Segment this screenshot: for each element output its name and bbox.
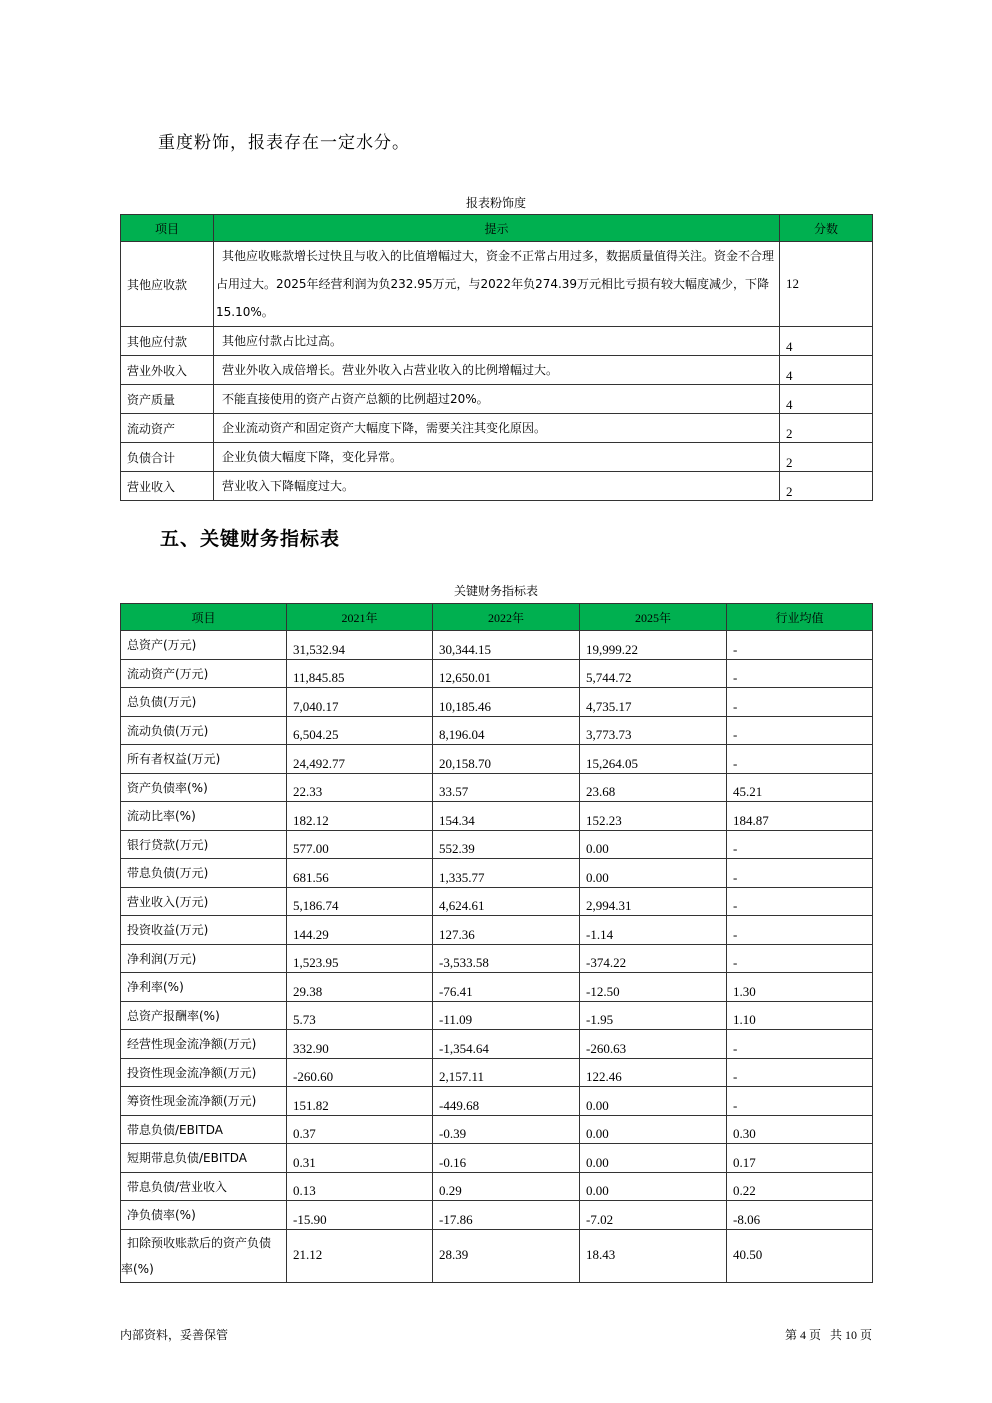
indicator-value: -: [727, 688, 873, 717]
intro-text: 重度粉饰，报表存在一定水分。: [158, 133, 410, 153]
indicator-value: 0.00: [580, 859, 727, 888]
flag-item: 营业外收入: [121, 356, 214, 385]
footer-confidential-note: 内部资料，妥善保管: [120, 1328, 229, 1342]
key-financial-indicators-table: [120, 603, 873, 1283]
flag-score: 2: [780, 472, 873, 501]
section-heading: 五、关键财务指标表: [160, 528, 341, 550]
table-row: [121, 973, 873, 1002]
header-year-2022: 2022年: [433, 604, 580, 631]
indicator-value: 0.00: [580, 1144, 727, 1173]
indicator-value: 11,845.85: [287, 659, 433, 688]
indicator-value: 0.22: [727, 1172, 873, 1201]
header-score: 分数: [780, 215, 873, 242]
indicator-value: -374.22: [580, 944, 727, 973]
flag-tip: 企业流动资产和固定资产大幅度下降，需要关注其变化原因。: [214, 414, 780, 443]
indicator-value: -17.86: [433, 1201, 580, 1230]
footer-page-number: 第 4 页 共 10 页: [784, 1328, 872, 1342]
header-item: 项目: [121, 604, 287, 631]
indicator-value: 0.31: [287, 1144, 433, 1173]
indicator-value: -: [727, 659, 873, 688]
flag-item: 其他应付款: [121, 327, 214, 356]
table-row: [121, 688, 873, 717]
flag-item: 负债合计: [121, 443, 214, 472]
indicator-value: 0.00: [580, 830, 727, 859]
kpi-table-caption: 关键财务指标表: [453, 584, 538, 598]
indicator-value: 8,196.04: [433, 716, 580, 745]
flag-tip: 营业外收入成倍增长。营业外收入占营业收入的比例增幅过大。: [214, 356, 780, 385]
flag-tip: 企业负债大幅度下降，变化异常。: [214, 443, 780, 472]
indicator-value: 1.10: [727, 1001, 873, 1030]
indicator-value: -260.63: [580, 1030, 727, 1059]
flag-score: 4: [780, 385, 873, 414]
indicator-value: -: [727, 1030, 873, 1059]
table-row: [121, 716, 873, 745]
indicator-value: 0.00: [580, 1172, 727, 1201]
indicator-value: -: [727, 830, 873, 859]
indicator-value: -: [727, 1087, 873, 1116]
table-row: [121, 414, 873, 443]
flag-item: 营业收入: [121, 472, 214, 501]
table-row: [121, 1001, 873, 1030]
indicator-value: 151.82: [287, 1087, 433, 1116]
indicator-value: 7,040.17: [287, 688, 433, 717]
indicator-value: -8.06: [727, 1201, 873, 1230]
indicator-value: -: [727, 745, 873, 774]
indicator-value: -: [727, 944, 873, 973]
flag-item: 资产质量: [121, 385, 214, 414]
indicator-value: 182.12: [287, 802, 433, 831]
table-header-row: [121, 604, 873, 631]
flags-table-caption: 报表粉饰度: [465, 196, 526, 210]
indicator-name: 所有者权益(万元): [121, 745, 287, 774]
indicator-value: 1,523.95: [287, 944, 433, 973]
indicator-value: 28.39: [433, 1229, 580, 1282]
flag-tip: 不能直接使用的资产占资产总额的比例超过20%。: [214, 385, 780, 414]
table-header-row: [121, 215, 873, 242]
indicator-value: 0.17: [727, 1144, 873, 1173]
indicator-value: -1.95: [580, 1001, 727, 1030]
indicator-value: 24,492.77: [287, 745, 433, 774]
header-industry-average: 行业均值: [727, 604, 873, 631]
indicator-value: 122.46: [580, 1058, 727, 1087]
table-row: [121, 1229, 873, 1282]
flag-score: 2: [780, 414, 873, 443]
indicator-name: 带息负债(万元): [121, 859, 287, 888]
table-row: [121, 944, 873, 973]
indicator-name: 总负债(万元): [121, 688, 287, 717]
indicator-name: 总资产报酬率(%): [121, 1001, 287, 1030]
indicator-value: 127.36: [433, 916, 580, 945]
indicator-value: 4,735.17: [580, 688, 727, 717]
indicator-name: 流动资产(万元): [121, 659, 287, 688]
indicator-value: 154.34: [433, 802, 580, 831]
table-row: [121, 472, 873, 501]
indicator-value: -: [727, 631, 873, 660]
table-row: [121, 242, 873, 327]
indicator-value: 12,650.01: [433, 659, 580, 688]
indicator-name: 带息负债/EBITDA: [121, 1115, 287, 1144]
indicator-value: 5,186.74: [287, 887, 433, 916]
flag-score: 12: [780, 242, 873, 327]
indicator-value: 23.68: [580, 773, 727, 802]
indicator-name: [121, 1229, 287, 1282]
indicator-name: 投资性现金流净额(万元): [121, 1058, 287, 1087]
indicator-value: -76.41: [433, 973, 580, 1002]
table-row: [121, 1058, 873, 1087]
indicator-name: 银行贷款(万元): [121, 830, 287, 859]
indicator-name: 带息负债/营业收入: [121, 1172, 287, 1201]
indicator-value: 0.30: [727, 1115, 873, 1144]
table-row: [121, 1144, 873, 1173]
flag-item: 其他应收款: [121, 242, 214, 327]
indicator-value: 31,532.94: [287, 631, 433, 660]
table-row: [121, 802, 873, 831]
indicator-value: 0.00: [580, 1115, 727, 1144]
header-year-2021: 2021年: [287, 604, 433, 631]
table-row: [121, 385, 873, 414]
indicator-value: 152.23: [580, 802, 727, 831]
table-row: [121, 1201, 873, 1230]
indicator-value: 5.73: [287, 1001, 433, 1030]
indicator-value: 0.13: [287, 1172, 433, 1201]
table-row: [121, 443, 873, 472]
indicator-value: 2,157.11: [433, 1058, 580, 1087]
indicator-value: -3,533.58: [433, 944, 580, 973]
flag-tip: 其他应付款占比过高。: [214, 327, 780, 356]
indicator-value: -12.50: [580, 973, 727, 1002]
indicator-name-text: 扣除预收账款后的资产负债率(%): [121, 1235, 272, 1276]
table-row: [121, 659, 873, 688]
flag-score: 2: [780, 443, 873, 472]
indicator-value: 22.33: [287, 773, 433, 802]
table-row: [121, 1030, 873, 1059]
indicator-value: 1,335.77: [433, 859, 580, 888]
indicator-value: 18.43: [580, 1229, 727, 1282]
indicator-name: 筹资性现金流净额(万元): [121, 1087, 287, 1116]
header-item: 项目: [121, 215, 214, 242]
indicator-value: 577.00: [287, 830, 433, 859]
table-row: [121, 745, 873, 774]
indicator-value: 10,185.46: [433, 688, 580, 717]
indicator-value: 6,504.25: [287, 716, 433, 745]
indicator-value: 184.87: [727, 802, 873, 831]
indicator-value: 40.50: [727, 1229, 873, 1282]
indicator-value: 21.12: [287, 1229, 433, 1282]
indicator-name: 流动负债(万元): [121, 716, 287, 745]
indicator-name: 净负债率(%): [121, 1201, 287, 1230]
indicator-name: 净利率(%): [121, 973, 287, 1002]
indicator-value: -11.09: [433, 1001, 580, 1030]
table-row: [121, 327, 873, 356]
indicator-value: -0.16: [433, 1144, 580, 1173]
indicator-value: 19,999.22: [580, 631, 727, 660]
indicator-value: 681.56: [287, 859, 433, 888]
indicator-value: 4,624.61: [433, 887, 580, 916]
table-row: [121, 830, 873, 859]
indicator-value: -7.02: [580, 1201, 727, 1230]
indicator-value: 5,744.72: [580, 659, 727, 688]
indicator-value: -: [727, 1058, 873, 1087]
indicator-name: 投资收益(万元): [121, 916, 287, 945]
indicator-name: 经营性现金流净额(万元): [121, 1030, 287, 1059]
indicator-name: 短期带息负债/EBITDA: [121, 1144, 287, 1173]
indicator-name: 流动比率(%): [121, 802, 287, 831]
indicator-value: 20,158.70: [433, 745, 580, 774]
indicator-value: -15.90: [287, 1201, 433, 1230]
indicator-value: -1.14: [580, 916, 727, 945]
table-row: [121, 1115, 873, 1144]
indicator-value: 15,264.05: [580, 745, 727, 774]
indicator-value: 332.90: [287, 1030, 433, 1059]
indicator-value: 33.57: [433, 773, 580, 802]
flag-score: 4: [780, 327, 873, 356]
table-row: [121, 356, 873, 385]
indicator-value: 29.38: [287, 973, 433, 1002]
flag-score: 4: [780, 356, 873, 385]
indicator-value: -449.68: [433, 1087, 580, 1116]
table-row: [121, 1172, 873, 1201]
indicator-value: 144.29: [287, 916, 433, 945]
flag-tip: 其他应收账款增长过快且与收入的比值增幅过大，资金不正常占用过多，数据质量值得关注。资金不合理占用过大。2025年经营利润为负232.95万元，与2022年负274.39万元相比亏损有较大幅度减少，下降15.10%。: [214, 242, 780, 327]
table-row: [121, 631, 873, 660]
indicator-value: 45.21: [727, 773, 873, 802]
indicator-name: 净利润(万元): [121, 944, 287, 973]
indicator-name: 总资产(万元): [121, 631, 287, 660]
indicator-name: 营业收入(万元): [121, 887, 287, 916]
indicator-value: -: [727, 887, 873, 916]
flag-tip: 营业收入下降幅度过大。: [214, 472, 780, 501]
indicator-value: -: [727, 916, 873, 945]
indicator-name: 资产负债率(%): [121, 773, 287, 802]
table-row: [121, 916, 873, 945]
indicator-value: 0.29: [433, 1172, 580, 1201]
table-row: [121, 859, 873, 888]
indicator-value: 0.00: [580, 1087, 727, 1116]
table-row: [121, 773, 873, 802]
report-whitewash-table: [120, 214, 873, 501]
indicator-value: 0.37: [287, 1115, 433, 1144]
header-year-2025: 2025年: [580, 604, 727, 631]
indicator-value: 3,773.73: [580, 716, 727, 745]
indicator-value: 1.30: [727, 973, 873, 1002]
indicator-value: -0.39: [433, 1115, 580, 1144]
table-row: [121, 887, 873, 916]
header-tip: 提示: [214, 215, 780, 242]
indicator-value: 552.39: [433, 830, 580, 859]
table-row: [121, 1087, 873, 1116]
flag-item: 流动资产: [121, 414, 214, 443]
indicator-value: 2,994.31: [580, 887, 727, 916]
indicator-value: -: [727, 716, 873, 745]
indicator-value: -260.60: [287, 1058, 433, 1087]
indicator-value: -: [727, 859, 873, 888]
indicator-value: 30,344.15: [433, 631, 580, 660]
indicator-value: -1,354.64: [433, 1030, 580, 1059]
